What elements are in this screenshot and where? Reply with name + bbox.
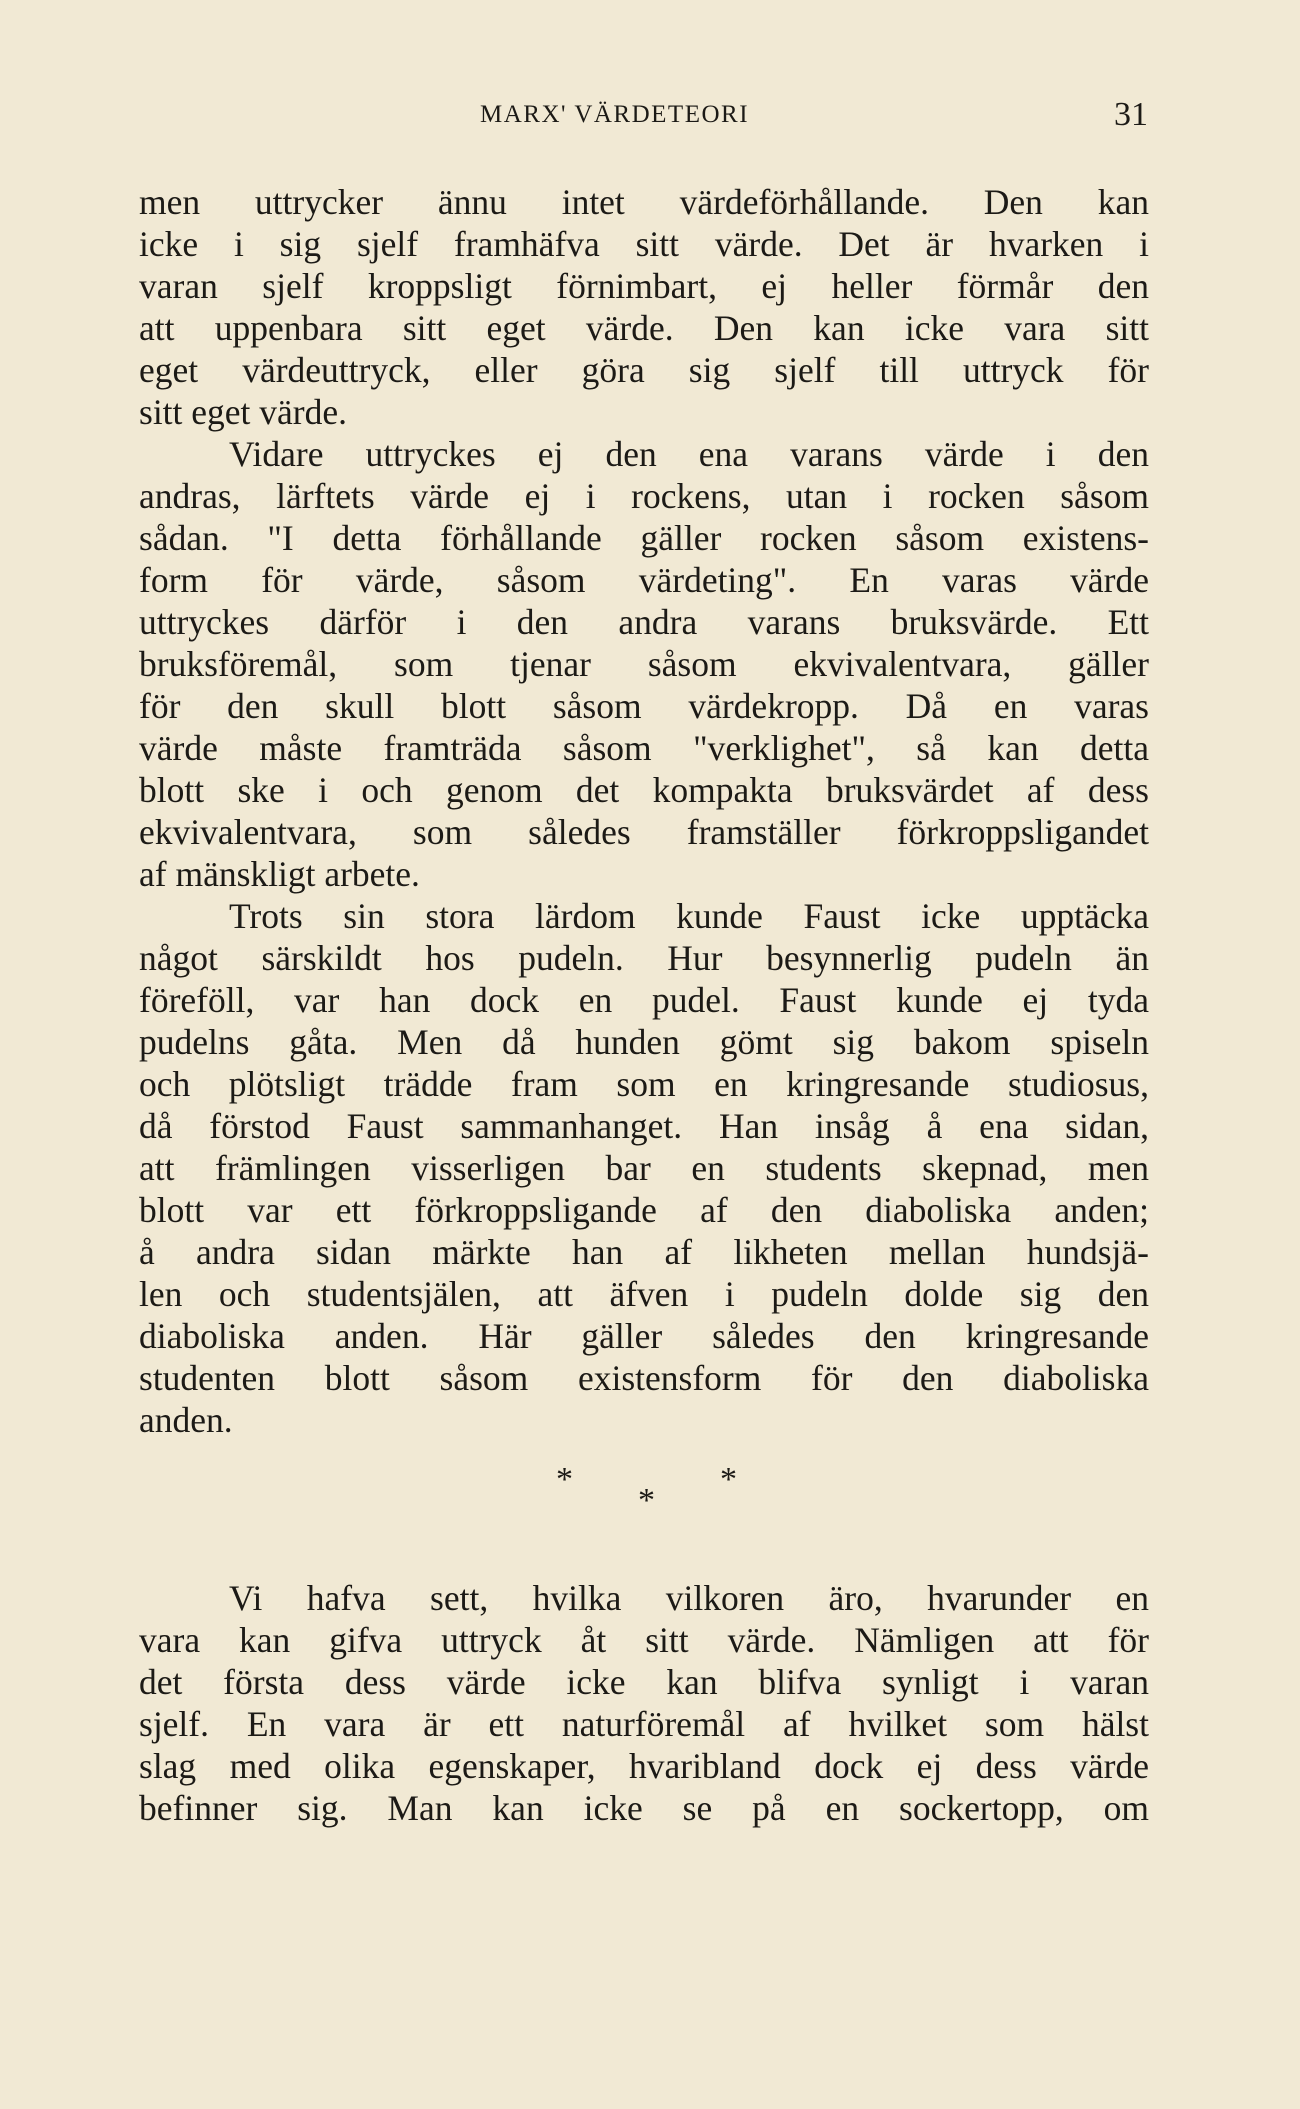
- text-line: diaboliska anden. Här gäller således den kringresande: [139, 1316, 1149, 1356]
- text-line: vara kan gifva uttryck åt sitt värde. Nämligen att för: [139, 1620, 1149, 1660]
- running-head: MARX' VÄRDETEORI: [480, 101, 750, 128]
- text-line: och plötsligt trädde fram som en kringresande studiosus,: [139, 1064, 1149, 1104]
- asterisk: *: [720, 1461, 737, 1498]
- paragraph: [139, 895, 1149, 1441]
- paragraph: [139, 433, 1149, 895]
- text-line: studenten blott såsom existensform för den diaboliska: [139, 1358, 1149, 1398]
- text-line: sjelf. En vara är ett naturföremål af hvilket som hälst: [139, 1704, 1149, 1744]
- text-line: anden.: [139, 1400, 233, 1440]
- paragraph: [139, 1577, 1149, 1829]
- text-line: föreföll, var han dock en pudel. Faust kunde ej tyda: [139, 980, 1149, 1020]
- page-number: 31: [1114, 96, 1148, 133]
- text-line: att uppenbara sitt eget värde. Den kan icke vara sitt: [139, 308, 1149, 348]
- text-line: sådan. "I detta förhållande gäller rocken såsom existens-: [139, 518, 1149, 558]
- text-line: len och studentsjälen, att äfven i pudeln dolde sig den: [139, 1274, 1149, 1314]
- text-line: pudelns gåta. Men då hunden gömt sig bakom spiseln: [139, 1022, 1149, 1062]
- text-line: bruksföremål, som tjenar såsom ekvivalentvara, gäller: [139, 644, 1149, 684]
- text-line: eget värdeuttryck, eller göra sig sjelf till uttryck för: [139, 350, 1149, 390]
- text-line: men uttrycker ännu intet värdeförhållande. Den kan: [139, 182, 1149, 222]
- text-line: andras, lärftets värde ej i rockens, utan i rocken såsom: [139, 476, 1149, 516]
- text-line: form för värde, såsom värdeting". En varas värde: [139, 560, 1149, 600]
- text-line: det första dess värde icke kan blifva synligt i varan: [139, 1662, 1149, 1702]
- text-line: å andra sidan märkte han af likheten mellan hundsjä-: [139, 1232, 1149, 1272]
- text-line: Vidare uttryckes ej den ena varans värde i den: [229, 434, 1149, 474]
- text-line: slag med olika egenskaper, hvaribland dock ej dess värde: [139, 1746, 1149, 1786]
- text-line: för den skull blott såsom värdekropp. Då en varas: [139, 686, 1149, 726]
- asterisk: *: [638, 1482, 655, 1519]
- main-text-section: [139, 181, 1149, 1441]
- asterisk: *: [556, 1461, 573, 1498]
- text-line: sitt eget värde.: [139, 392, 347, 432]
- text-line: då förstod Faust sammanhanget. Han insåg å ena sidan,: [139, 1106, 1149, 1146]
- text-line: af mänskligt arbete.: [139, 854, 420, 894]
- text-line: varan sjelf kroppsligt förnimbart, ej heller förmår den: [139, 266, 1149, 306]
- text-line: värde måste framträda såsom "verklighet", så kan detta: [139, 728, 1149, 768]
- text-line: blott var ett förkroppsligande af den diaboliska anden;: [139, 1190, 1149, 1230]
- text-line: Vi hafva sett, hvilka vilkoren äro, hvarunder en: [229, 1578, 1149, 1618]
- text-line: något särskildt hos pudeln. Hur besynnerlig pudeln än: [139, 938, 1149, 978]
- paragraph: [139, 181, 1149, 433]
- text-line: Trots sin stora lärdom kunde Faust icke upptäcka: [229, 896, 1149, 936]
- text-line: att främlingen visserligen bar en students skepnad, men: [139, 1148, 1149, 1188]
- text-line: icke i sig sjelf framhäfva sitt värde. Det är hvarken i: [139, 224, 1149, 264]
- text-line: befinner sig. Man kan icke se på en sockertopp, om: [139, 1788, 1149, 1828]
- text-line: blott ske i och genom det kompakta bruksvärdet af dess: [139, 770, 1149, 810]
- second-text-section: [139, 1577, 1149, 1829]
- text-line: ekvivalentvara, som således framställer förkroppsligandet: [139, 812, 1149, 852]
- text-line: uttryckes därför i den andra varans bruksvärde. Ett: [139, 602, 1149, 642]
